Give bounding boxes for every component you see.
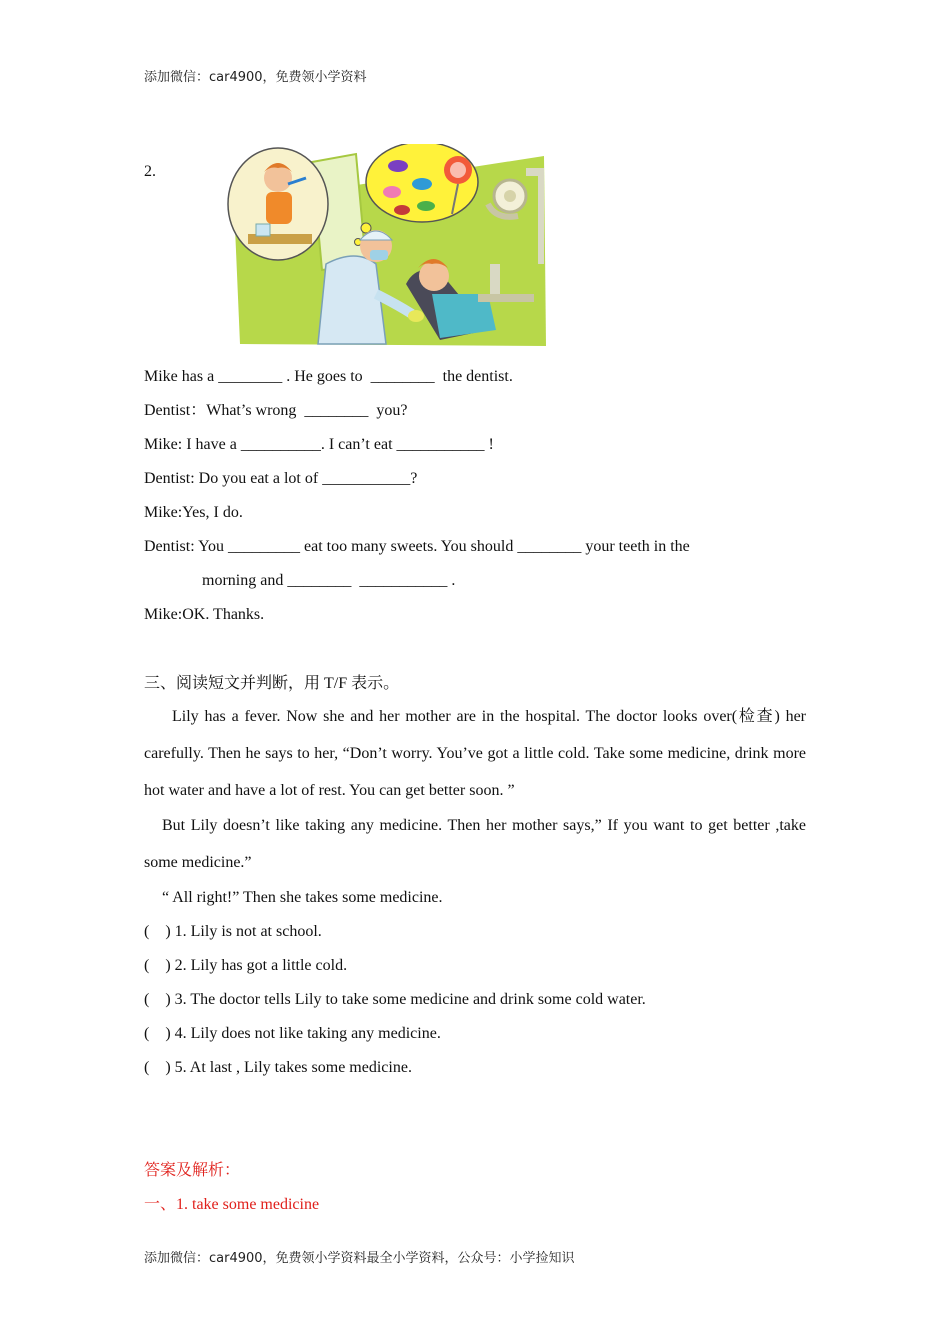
page-header: 添加微信：car4900，免费领小学资料	[144, 70, 367, 85]
dentist-illustration	[226, 144, 548, 350]
judge-question-1: ( ) 1. Lily is not at school.	[144, 923, 322, 940]
reading-paragraph-3: “ All right!” Then she takes some medicine.	[162, 889, 443, 906]
fill-line-5: Mike:Yes, I do.	[144, 504, 243, 521]
judge-question-4: ( ) 4. Lily does not like taking any medicine.	[144, 1025, 441, 1042]
answers-title: 答案及解析：	[144, 1162, 241, 1179]
fill-line-4: Dentist: Do you eat a lot of ___________?	[144, 470, 418, 487]
fill-line-6: Dentist: You _________ eat too many sweets. You should ________ your teeth in the	[144, 538, 690, 555]
page-footer: 添加微信：car4900，免费领小学资料最全小学资料，公众号：小学捡知识	[144, 1251, 575, 1266]
fill-line-7: morning and ________ ___________ .	[202, 572, 456, 589]
section-title: 三、阅读短文并判断，用 T/F 表示。	[144, 675, 400, 692]
fill-line-1: Mike has a ________ . He goes to ________ the dentist.	[144, 368, 513, 385]
judge-question-3: ( ) 3. The doctor tells Lily to take some medicine and drink some cold water.	[144, 991, 646, 1008]
judge-question-2: ( ) 2. Lily has got a little cold.	[144, 957, 348, 974]
question-number: 2.	[144, 163, 156, 180]
fill-line-3: Mike: I have a __________. I can’t eat ___________ !	[144, 436, 494, 453]
reading-paragraph-2: But Lily doesn’t like taking any medicine. Then her mother says,” If you want to get better ,take some medicine.”	[144, 817, 806, 871]
reading-paragraph-1: Lily has a fever. Now she and her mother are in the hospital. The doctor looks over(检查) her carefully. Then he says to her, “Don’t worry. You’ve got a little cold. Take some medicine, drink more hot water and have a lot of rest. You can get better soon. ”	[144, 708, 806, 799]
fill-line-2: Dentist：What’s wrong ________ you?	[144, 402, 408, 419]
thought-bubble-brushing	[228, 148, 328, 260]
fill-line-8: Mike:OK. Thanks.	[144, 606, 265, 623]
answer-first: 一、1. take some medicine	[144, 1196, 320, 1213]
judge-question-5: ( ) 5. At last , Lily takes some medicine.	[144, 1059, 412, 1076]
